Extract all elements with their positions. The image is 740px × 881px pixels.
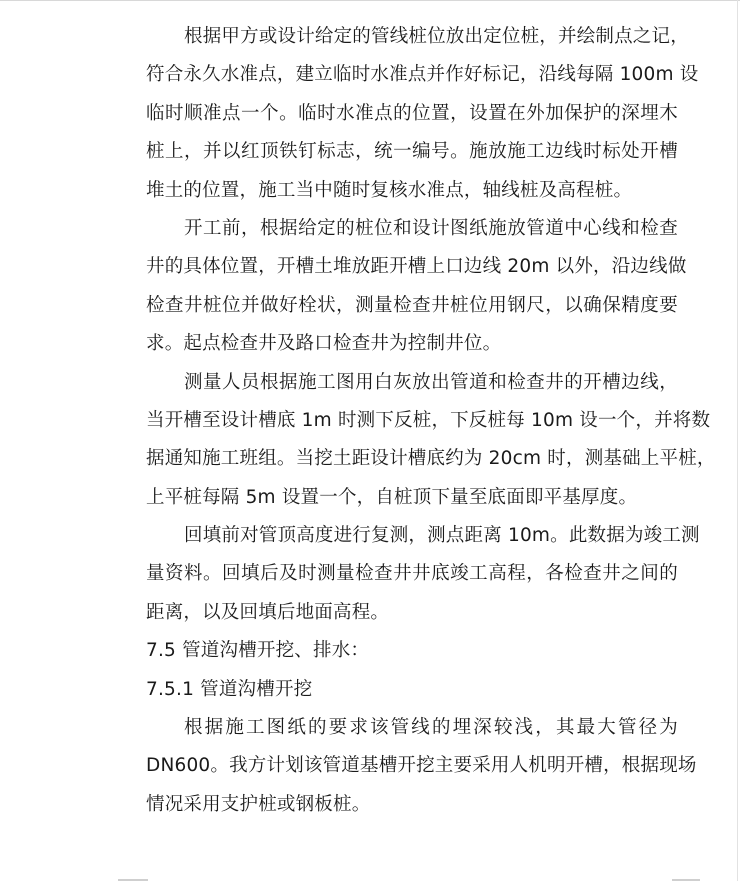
paragraph-line: 回填前对管顶高度进行复测，测点距离 10m。此数据为竣工测 [184,525,700,547]
paragraph-line: 开工前，根据给定的桩位和设计图纸施放管道中心线和检查 [184,217,678,239]
paragraph-line: 桩上，并以红顶铁钉标志，统一编号。施放施工边线时标处开槽 [146,141,678,163]
paragraph-line: 井的具体位置，开槽土堆放距开槽上口边线 20m 以外，沿边线做 [146,256,687,278]
document-body [146,18,716,824]
paragraph-line: 符合永久水准点，建立临时水准点并作好标记，沿线每隔 100m 设 [146,64,699,86]
paragraph-line: 情况采用支护桩或钢板桩。 [146,793,371,815]
paragraph-line: DN600。我方计划该管道基槽开挖主要采用人机明开槽，根据现场 [146,755,697,777]
subsection-heading: 7.5.1 管道沟槽开挖 [146,678,313,700]
section-heading: 7.5 管道沟槽开挖、排水： [146,640,370,662]
paragraph-line: 根据施工图纸的要求该管线的埋深较浅，其最大管径为 [184,717,678,739]
paragraph-line: 当开槽至设计槽底 1m 时测下反桩，下反桩每 10m 设一个，并将数 [146,409,711,431]
paragraph-line: 上平桩每隔 5m 设置一个，自桩顶下量至底面即平基厚度。 [146,486,638,508]
paragraph-line: 量资料。回填后及时测量检查井井底竣工高程，各检查井之间的 [146,563,678,585]
top-divider [0,0,740,1]
paragraph-line: 检查井桩位并做好栓状，测量检查井桩位用钢尺，以确保精度要 [146,294,678,316]
paragraph-line: 测量人员根据施工图用白灰放出管道和检查井的开槽边线， [184,371,678,393]
paragraph-line: 根据甲方或设计给定的管线桩位放出定位桩，并绘制点之记， [184,26,689,47]
paragraph-line: 距离，以及回填后地面高程。 [146,601,390,623]
paragraph-line: 求。起点检查井及路口检查井为控制井位。 [146,333,502,355]
right-scroll-edge [737,0,738,881]
paragraph-line: 据通知施工班组。当挖土距设计槽底约为 20cm 时，测基础上平桩， [146,448,716,470]
paragraph-line: 堆土的位置，施工当中随时复核水准点，轴线桩及高程桩。 [146,179,633,201]
page-bottom-edge [0,877,740,881]
paragraph-line: 临时顺准点一个。临时水准点的位置，设置在外加保护的深埋木 [146,102,678,124]
